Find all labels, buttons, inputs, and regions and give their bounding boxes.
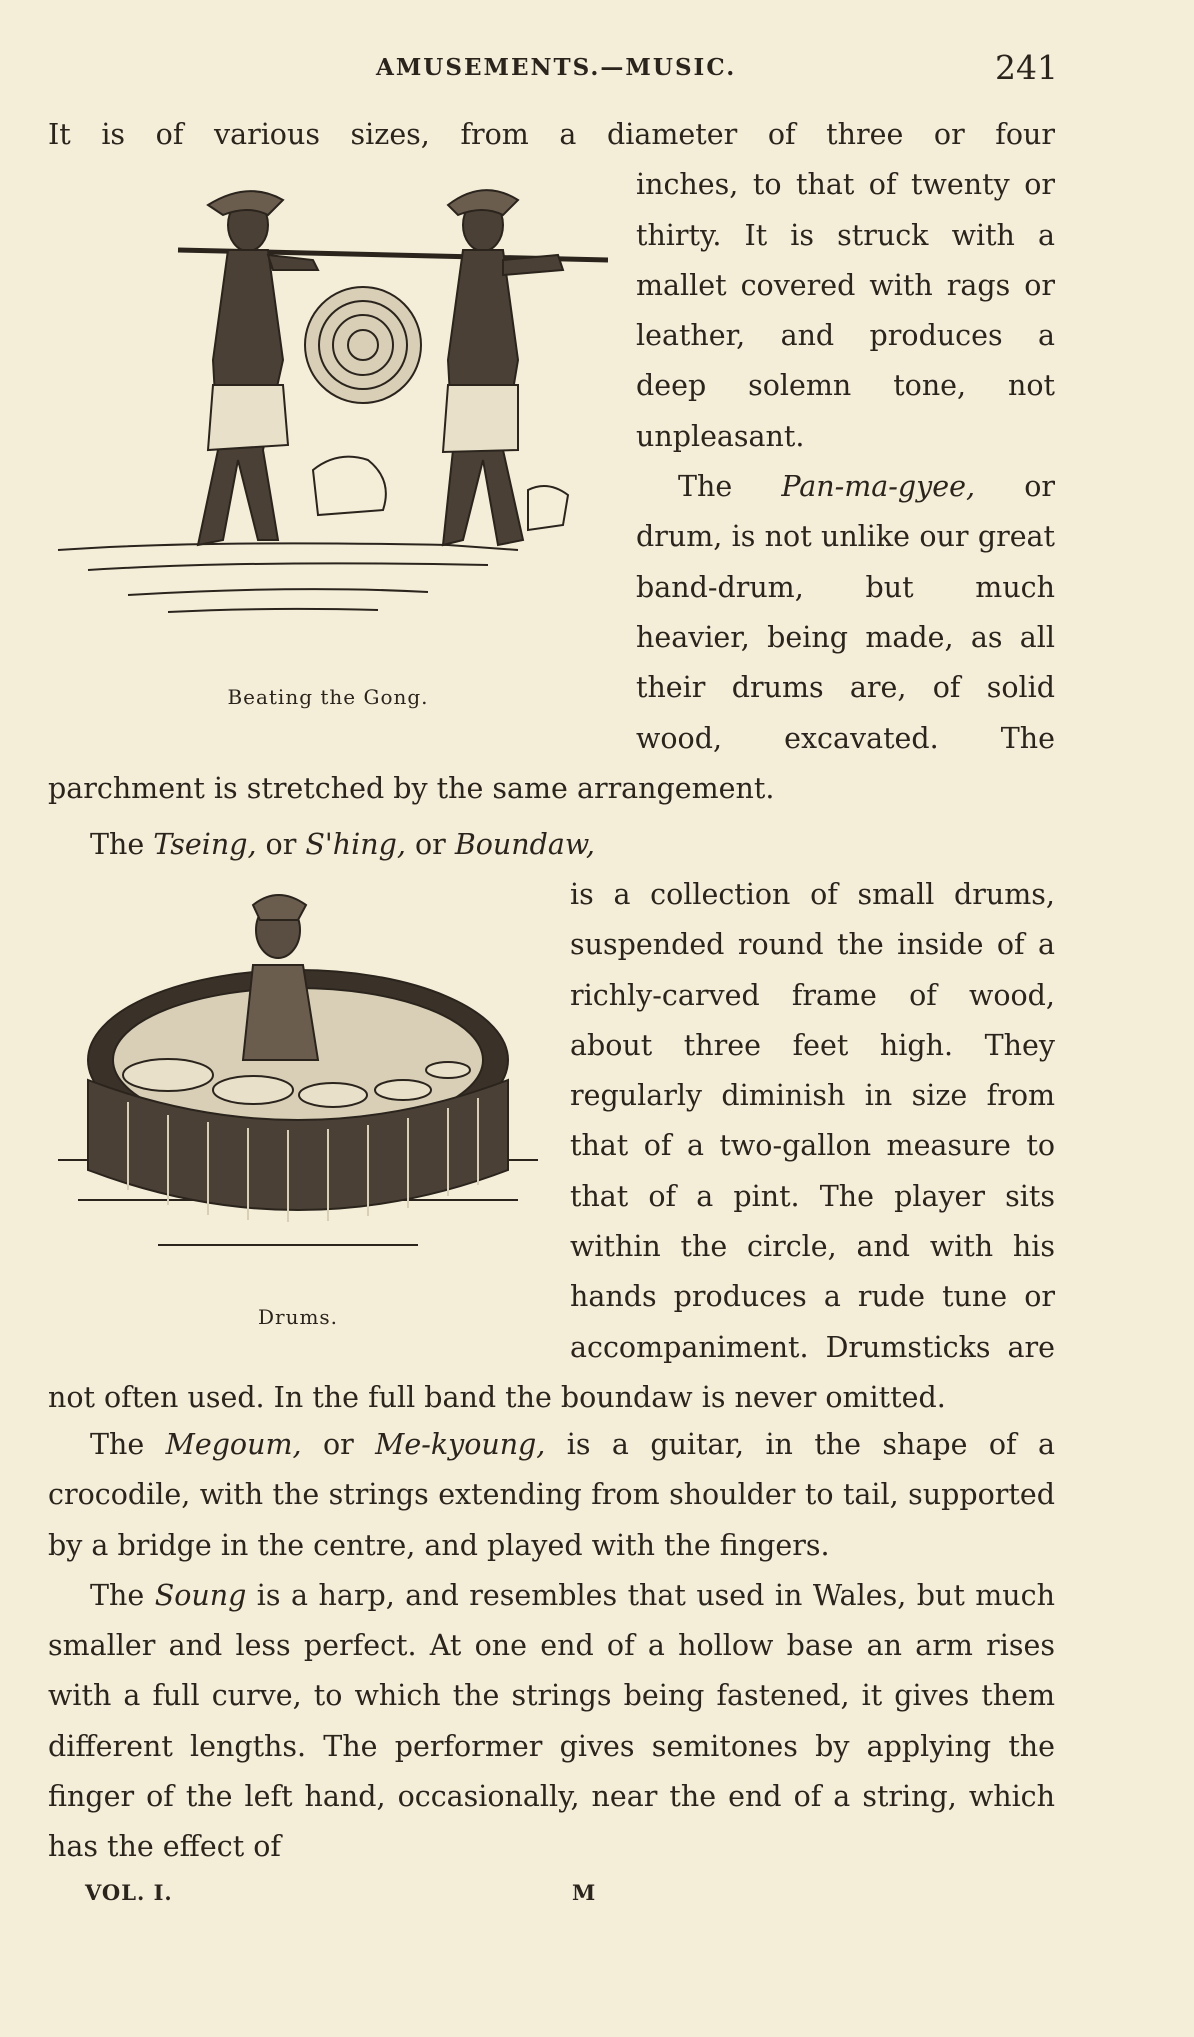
- boundaw-or1: or: [256, 828, 306, 861]
- running-head: AMUSEMENTS.—MUSIC.: [376, 54, 737, 81]
- figure-caption-drums: Drums.: [257, 1305, 339, 1329]
- boundaw-or2: or: [405, 828, 455, 861]
- signature-mark: M: [572, 1880, 597, 1905]
- soung-the: The: [90, 1578, 155, 1612]
- soung-text: is a harp, and resembles that used in Wales, but much smaller and less perfect. At one end of a hollow base an arm rises with a full curve, to which the strings being fastened, it gives them different lengths. The performer gives semitones by applying the finger of the left hand, occasionally, near the end of a string, which has the effect of: [48, 1578, 1055, 1864]
- term-tseing: Tseing,: [153, 828, 257, 861]
- figure-caption-gong: Beating the Gong.: [227, 685, 429, 710]
- term-soung: Soung: [154, 1578, 247, 1612]
- page-header: [48, 48, 1058, 98]
- term-megoum: Megoum,: [165, 1428, 302, 1461]
- section-gong: [48, 110, 1055, 814]
- term-boundaw: Boundaw,: [454, 828, 595, 861]
- figure-beating-gong: [48, 160, 608, 722]
- boundaw-the: The: [90, 828, 154, 861]
- first-line: It is of various sizes, from a diameter of three or four: [48, 118, 1055, 151]
- megoum-the: The: [90, 1428, 166, 1461]
- section-megoum: [48, 1420, 1055, 1873]
- megoum-text: is a guitar, in the shape of a crocodile, with the strings extending from shoulder to tail, supported by a bridge in the centre, and played with the fingers.: [48, 1428, 1056, 1562]
- section-drums-body: [48, 870, 1055, 1423]
- boundaw-paragraph: [48, 820, 1055, 870]
- figure-drums: [48, 870, 548, 1342]
- term-shing: S'hing,: [305, 828, 406, 861]
- drums-illustration: [48, 870, 548, 1290]
- drum-paragraph: The Pan-ma-gyee, or drum, is not unlike our great band-drum, but much heavier, being made, as all their drums are, of solid wood, excavated. The parchment is stretched by the same arrangement.: [48, 470, 1056, 805]
- boundaw-paragraph-body: is a collection of small drums, suspended round the inside of a richly-carved frame of wood, about three feet high. They regularly diminish in size from that of a two-gallon measure to that of a pint. The player sits within the circle, and with his hands produces a rude tune or accompaniment. Drumsticks are not often used. In the full band the boundaw is never omitted.: [48, 878, 1055, 1414]
- term-pan-ma-gyee: Pan-ma-gyee,: [781, 470, 976, 504]
- soung-paragraph: [48, 1571, 1055, 1873]
- gong-wrap-text: inches, to that of twenty or thirty. It is struck with a mallet covered with rags or leather, and produces a deep solemn tone, not unpleasant.: [636, 168, 1055, 453]
- drum-paragraph-text: or drum, is not unlike our great band-drum, but much heavier, being made, as all their drums are, of solid wood, excavated. The parchment is stretched by the same arrangement.: [48, 470, 1056, 805]
- megoum-paragraph: [48, 1420, 1055, 1571]
- page-number: 241: [995, 48, 1058, 87]
- megoum-or: or: [301, 1428, 376, 1461]
- section-drums: [48, 820, 1055, 870]
- page-footer: [85, 1880, 1045, 1920]
- term-me-kyoung: Me-kyoung,: [375, 1428, 546, 1461]
- beating-gong-illustration: [48, 160, 608, 670]
- volume-label: VOL. I.: [85, 1880, 173, 1905]
